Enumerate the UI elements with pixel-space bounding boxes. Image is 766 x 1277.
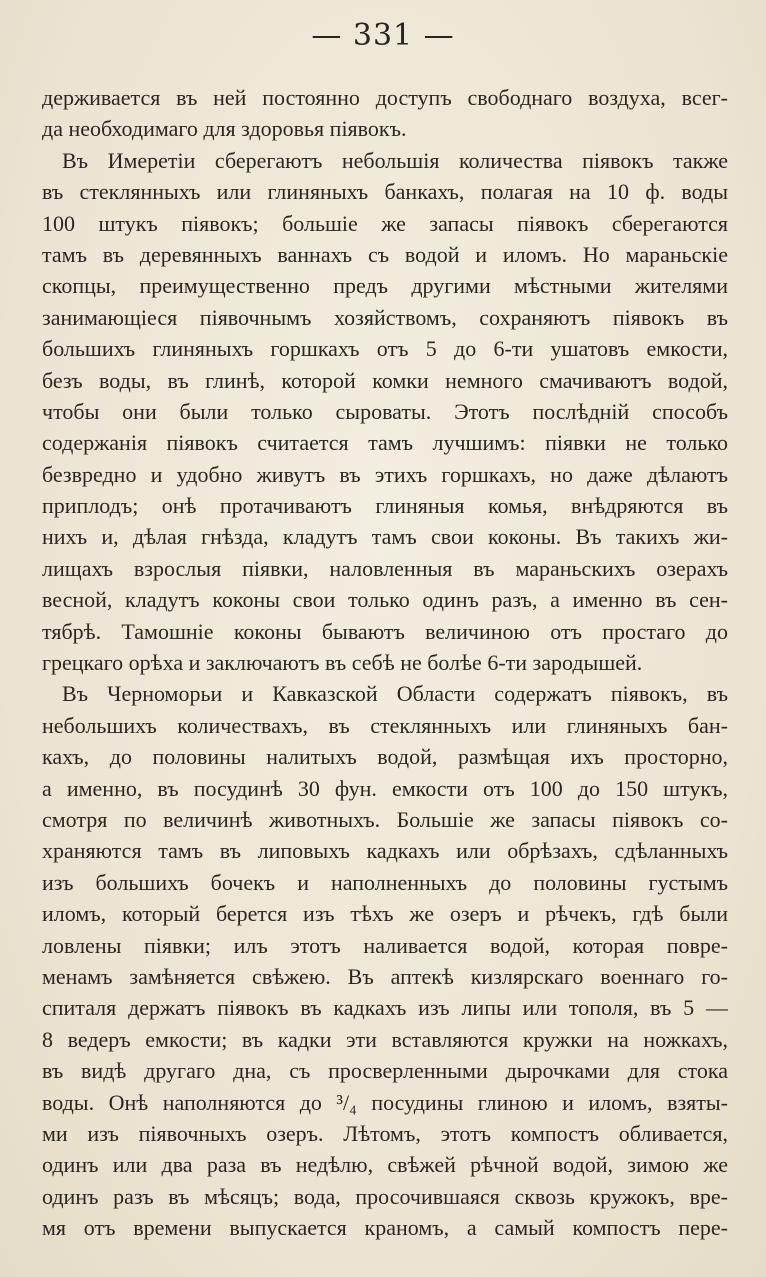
text-line: 100 штукъ піявокъ; большіе же запасы піявокъ сберегаются: [42, 210, 728, 236]
body-text: [42, 82, 728, 1243]
text-line: кахъ, до половины налитыхъ водой, размѣщая ихъ просторно,: [42, 744, 728, 770]
text-line: безъ воды, въ глинѣ, которой комки немного смачиваютъ водой,: [42, 367, 728, 393]
text-line: а именно, въ посудинѣ 30 фун. емкости отъ 100 до 150 штукъ,: [42, 775, 728, 801]
text-line: спиталя держатъ піявокъ въ кадкахъ изъ липы или тополя, въ 5 —: [42, 995, 728, 1021]
text-line: Въ Черноморьи и Кавказской Области содержатъ піявокъ, въ: [62, 681, 728, 707]
text-line: тябрѣ. Тамошніе коконы бываютъ величиною отъ простаго до: [42, 618, 728, 644]
text-line: иломъ, который берется изъ тѣхъ же озеръ и рѣчекъ, гдѣ были: [42, 901, 728, 927]
text-line: воды. Онѣ наполняются до ³/₄ посудины глиною и иломъ, взяты-: [42, 1089, 728, 1115]
text-line: изъ большихъ бочекъ и наполненныхъ до половины густымъ: [42, 869, 728, 895]
text-line: большихъ глиняныхъ горшкахъ отъ 5 до 6-ти ушатовъ емкости,: [42, 336, 728, 362]
text-line: смотря по величинѣ животныхъ. Большіе же запасы піявокъ со-: [42, 806, 728, 832]
page-number: — 331 —: [311, 18, 455, 53]
text-line: въ стеклянныхъ или глиняныхъ банкахъ, полагая на 10 ф. воды: [42, 179, 728, 205]
text-line: небольшихъ количествахъ, въ стеклянныхъ или глиняныхъ бан-: [42, 712, 728, 738]
text-line: скопцы, преимущественно предъ другими мѣстными жителями: [42, 273, 728, 299]
text-line: безвредно и удобно живутъ въ этихъ горшкахъ, но даже дѣлаютъ: [42, 461, 728, 487]
text-line: нихъ и, дѣлая гнѣзда, кладутъ тамъ свои коконы. Въ такихъ жи-: [42, 524, 728, 550]
text-line: ловлены піявки; илъ этотъ наливается водой, которая повре-: [42, 932, 728, 958]
text-line: лищахъ взрослыя піявки, наловленныя въ мараньскихъ озерахъ: [42, 555, 728, 581]
text-line: менамъ замѣняется свѣжею. Въ аптекѣ кизлярскаго военнаго го-: [42, 963, 728, 989]
text-line: 8 ведеръ емкости; въ кадки эти вставляются кружки на ножкахъ,: [42, 1026, 728, 1052]
text-line: одинъ разъ въ мѣсяцъ; вода, просочившаяся сквозь кружокъ, вре-: [42, 1183, 728, 1209]
text-line: содержанія піявокъ считается тамъ лучшимъ: піявки не только: [42, 430, 728, 456]
text-line: храняются тамъ въ липовыхъ кадкахъ или обрѣзахъ, сдѣланныхъ: [42, 838, 728, 864]
text-line: тамъ въ деревянныхъ ваннахъ съ водой и иломъ. Но мараньскіе: [42, 241, 728, 267]
text-line: одинъ или два раза въ недѣлю, свѣжей рѣчной водой, зимою же: [42, 1152, 728, 1178]
text-line: занимающіеся піявочнымъ хозяйствомъ, сохраняютъ піявокъ въ: [42, 304, 728, 330]
text-line: приплодъ; онѣ протачиваютъ глиняныя комья, внѣдряются въ: [42, 493, 728, 519]
text-line: чтобы они были только сыроваты. Этотъ послѣдній способъ: [42, 398, 728, 424]
text-line: въ видѣ другаго дна, съ просверленными дырочками для стока: [42, 1058, 728, 1084]
text-line: Въ Имеретіи сберегаютъ небольшія количества піявокъ также: [62, 147, 728, 173]
text-line: грецкаго орѣха и заключаютъ въ себѣ не болѣе 6-ти зародышей.: [42, 650, 643, 676]
text-line: да необходимаго для здоровья піявокъ.: [42, 116, 407, 142]
text-line: весной, кладутъ коконы свои только одинъ разъ, а именно въ сен-: [42, 587, 728, 613]
text-line: держивается въ ней постоянно доступъ свободнаго воздуха, всег-: [42, 85, 728, 110]
text-line: мя отъ времени выпускается краномъ, а самый компостъ пере-: [42, 1215, 728, 1241]
text-line: ми изъ піявочныхъ озеръ. Лѣтомъ, этотъ компостъ обливается,: [42, 1120, 728, 1146]
